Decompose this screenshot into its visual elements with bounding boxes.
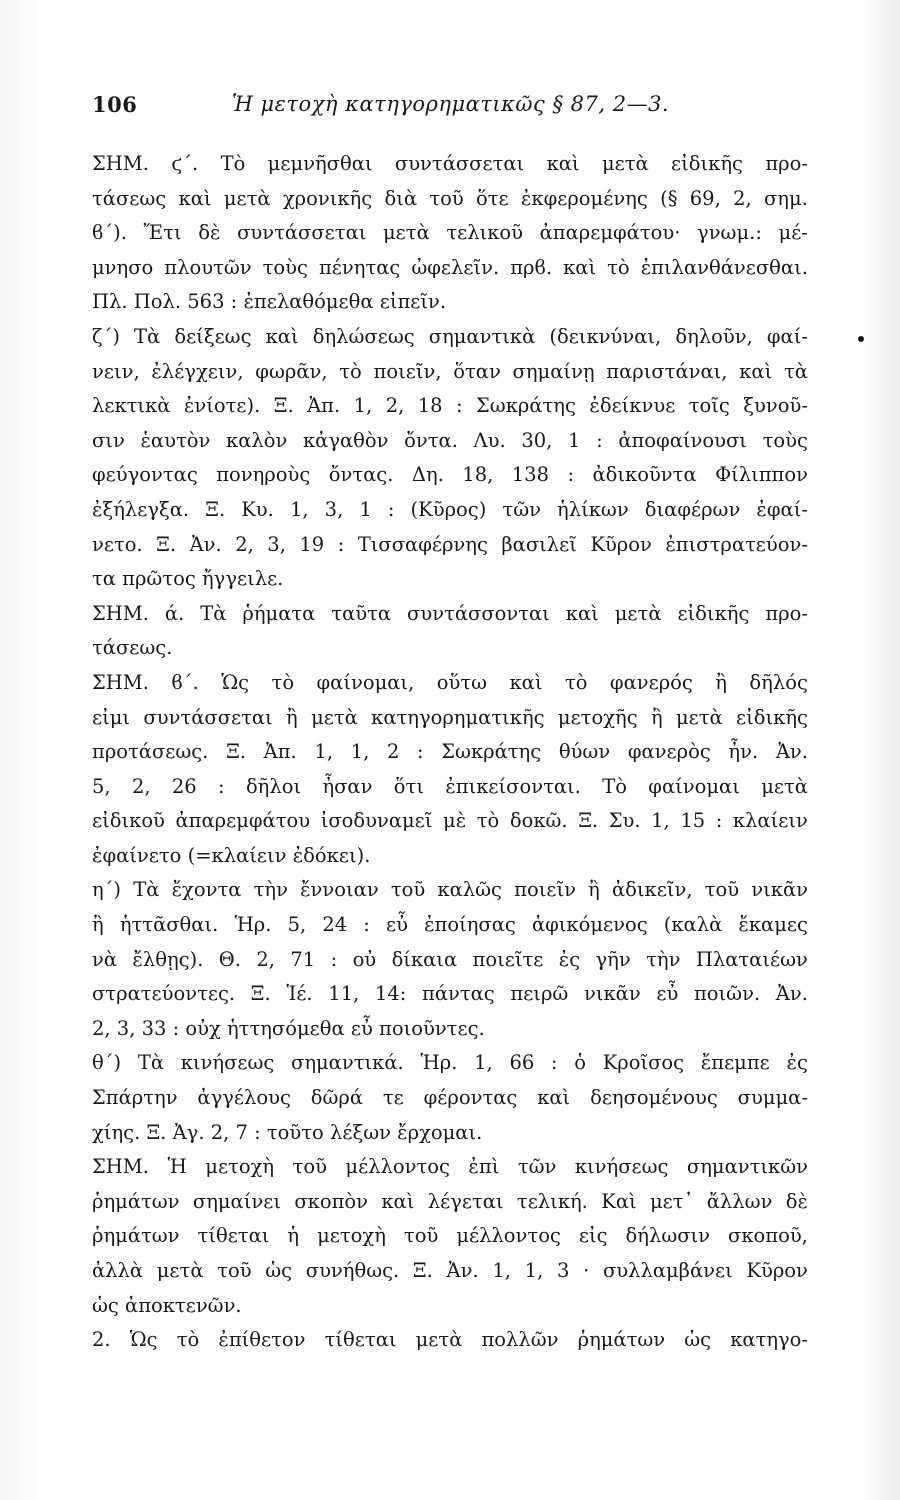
text-line: ΣΗΜ. ϐ΄. Ὡς τὸ φαίνομαι, οὕτω καὶ τὸ φανερός ἢ δῆλός — [92, 670, 808, 694]
page-number: 106 — [92, 92, 138, 117]
text-line: εἰδικοῦ ἀπαρεμφάτου ἰσοδυναμεῖ μὲ τὸ δοκῶ. Ξ. Συ. 1, 15 : κλαίειν — [92, 809, 808, 833]
text-line: ἐξήλεγξα. Ξ. Κυ. 1, 3, 1 : (Κῦρος) τῶν ἡλίκων διαφέρων ἐφαί- — [92, 497, 808, 521]
text-line: χίης. Ξ. Ἀγ. 2, 7 : τοῦτο λέξων ἔρχομαι. — [92, 1120, 483, 1144]
text-line: 2. Ὡς τὸ ἐπίθετον τίθεται μετὰ πολλῶν ῥημάτων ὡς κατηγο- — [92, 1328, 808, 1352]
text-line: νὰ ἔλθῃς). Θ. 2, 71 : οὐ δίκαια ποιεῖτε ἐς γῆν τὴν Πλαταιέων — [92, 947, 808, 971]
text-line: 2, 3, 33 : οὐχ ἡττησόμεθα εὖ ποιοῦντες. — [92, 1016, 485, 1040]
text-line: λεκτικὰ ἐνίοτε). Ξ. Ἀπ. 1, 2, 18 : Σωκράτης ἐδείκνυε τοῖς ξυνοῦ- — [92, 394, 808, 418]
text-line: μνησο πλουτῶν τοὺς πένητας ὠφελεῖν. πρϐ. καὶ τὸ ἐπιλανθάνεσθαι. — [92, 255, 808, 279]
text-line: τάσεως. — [92, 636, 173, 660]
text-line: ἐφαίνετο (=κλαίειν ἐδόκει). — [92, 843, 371, 867]
text-line: ΣΗΜ. ά. Τὰ ῥήματα ταῦτα συντάσσονται καὶ μετὰ εἰδικῆς προ- — [92, 601, 808, 625]
margin-dot — [858, 336, 864, 342]
text-line: ϐ΄). Ἔτι δὲ συντάσσεται μετὰ τελικοῦ ἀπαρεμφάτου· γνωμ.: μέ- — [92, 221, 808, 245]
text-line: ἢ ἡττᾶσθαι. Ἡρ. 5, 24 : εὖ ἐποίησας ἀφικόμενος (καλὰ ἔκαμες — [92, 913, 808, 937]
page-header — [92, 92, 840, 122]
text-line: Σπάρτην ἀγγέλους δῶρά τε φέροντας καὶ δεησομένους συμμα- — [92, 1086, 808, 1110]
text-line: φεύγοντας πονηροὺς ὄντας. Δη. 18, 138 : ἀδικοῦντα Φίλιππον — [92, 463, 808, 487]
text-line: σιν ἑαυτὸν καλὸν κἀγαθὸν ὄντα. Λυ. 30, 1 : ἀποφαίνουσι τοὺς — [92, 428, 808, 452]
text-line: ἀλλὰ μετὰ τοῦ ὡς συνήθως. Ξ. Ἀν. 1, 1, 3 · συλλαμβάνει Κῦρον — [92, 1259, 808, 1282]
text-line: 5, 2, 26 : δῆλοι ἦσαν ὅτι ἐπικείσονται. Τὸ φαίνομαι μετὰ — [92, 774, 808, 798]
text-line: η΄) Τὰ ἔχοντα τὴν ἔννοιαν τοῦ καλῶς ποιεῖν ἢ ἀδικεῖν, τοῦ νικᾶν — [92, 878, 808, 902]
text-line: τάσεως καὶ μετὰ χρονικῆς διὰ τοῦ ὅτε ἐκφερομένης (§ 69, 2, σημ. — [92, 186, 808, 210]
text-line: ῥημάτων σημαίνει σκοπὸν καὶ λέγεται τελική. Καὶ μετ᾽ ἄλλων δὲ — [92, 1189, 808, 1213]
text-line: νετο. Ξ. Ἀν. 2, 3, 19 : Τισσαφέρνης βασιλεῖ Κῦρον ἐπιστρατεύον- — [92, 532, 808, 556]
text-line: στρατεύοντες. Ξ. Ἱέ. 11, 14: πάντας πειρῶ νικᾶν εὖ ποιῶν. Ἀν. — [92, 982, 808, 1006]
text-line: προτάσεως. Ξ. Ἀπ. 1, 1, 2 : Σωκράτης θύων φανερὸς ἦν. Ἀν. — [92, 740, 808, 764]
text-line: ῥημάτων τίθεται ἡ μετοχὴ τοῦ μέλλοντος εἰς δήλωσιν σκοποῦ, — [92, 1224, 808, 1248]
text-line: ΣΗΜ. Ἡ μετοχὴ τοῦ μέλλοντος ἐπὶ τῶν κινήσεως σημαντικῶν — [92, 1155, 808, 1179]
running-head: Ἡ μετοχὴ κατηγορηματικῶς § 87, 2—3. — [232, 92, 670, 116]
text-line: ὡς ἀποκτενῶν. — [92, 1293, 242, 1317]
page-body-text — [92, 147, 808, 1358]
text-line: Πλ. Πολ. 563 : ἐπελαθόμεθα εἰπεῖν. — [92, 290, 447, 314]
text-line: θ΄) Τὰ κινήσεως σημαντικά. Ἡρ. 1, 66 : ὁ Κροῖσος ἔπεμπε ἐς — [92, 1051, 808, 1075]
text-line: εἰμι συντάσσεται ἢ μετὰ κατηγορηματικῆς μετοχῆς ἢ μετὰ εἰδικῆς — [92, 705, 808, 729]
text-line: ζ΄) Τὰ δείξεως καὶ δηλώσεως σημαντικὰ (δεικνύναι, δηλοῦν, φαί- — [92, 324, 808, 348]
text-line: ΣΗΜ. ϛ΄. Τὸ μεμνῆσθαι συντάσσεται καὶ μετὰ εἰδικῆς προ- — [92, 152, 808, 175]
text-line: νειν, ἐλέγχειν, φωρᾶν, τὸ ποιεῖν, ὅταν σημαίνῃ παριστάναι, καὶ τὰ — [92, 359, 808, 383]
text-line: τα πρῶτος ἤγγειλε. — [92, 567, 284, 591]
